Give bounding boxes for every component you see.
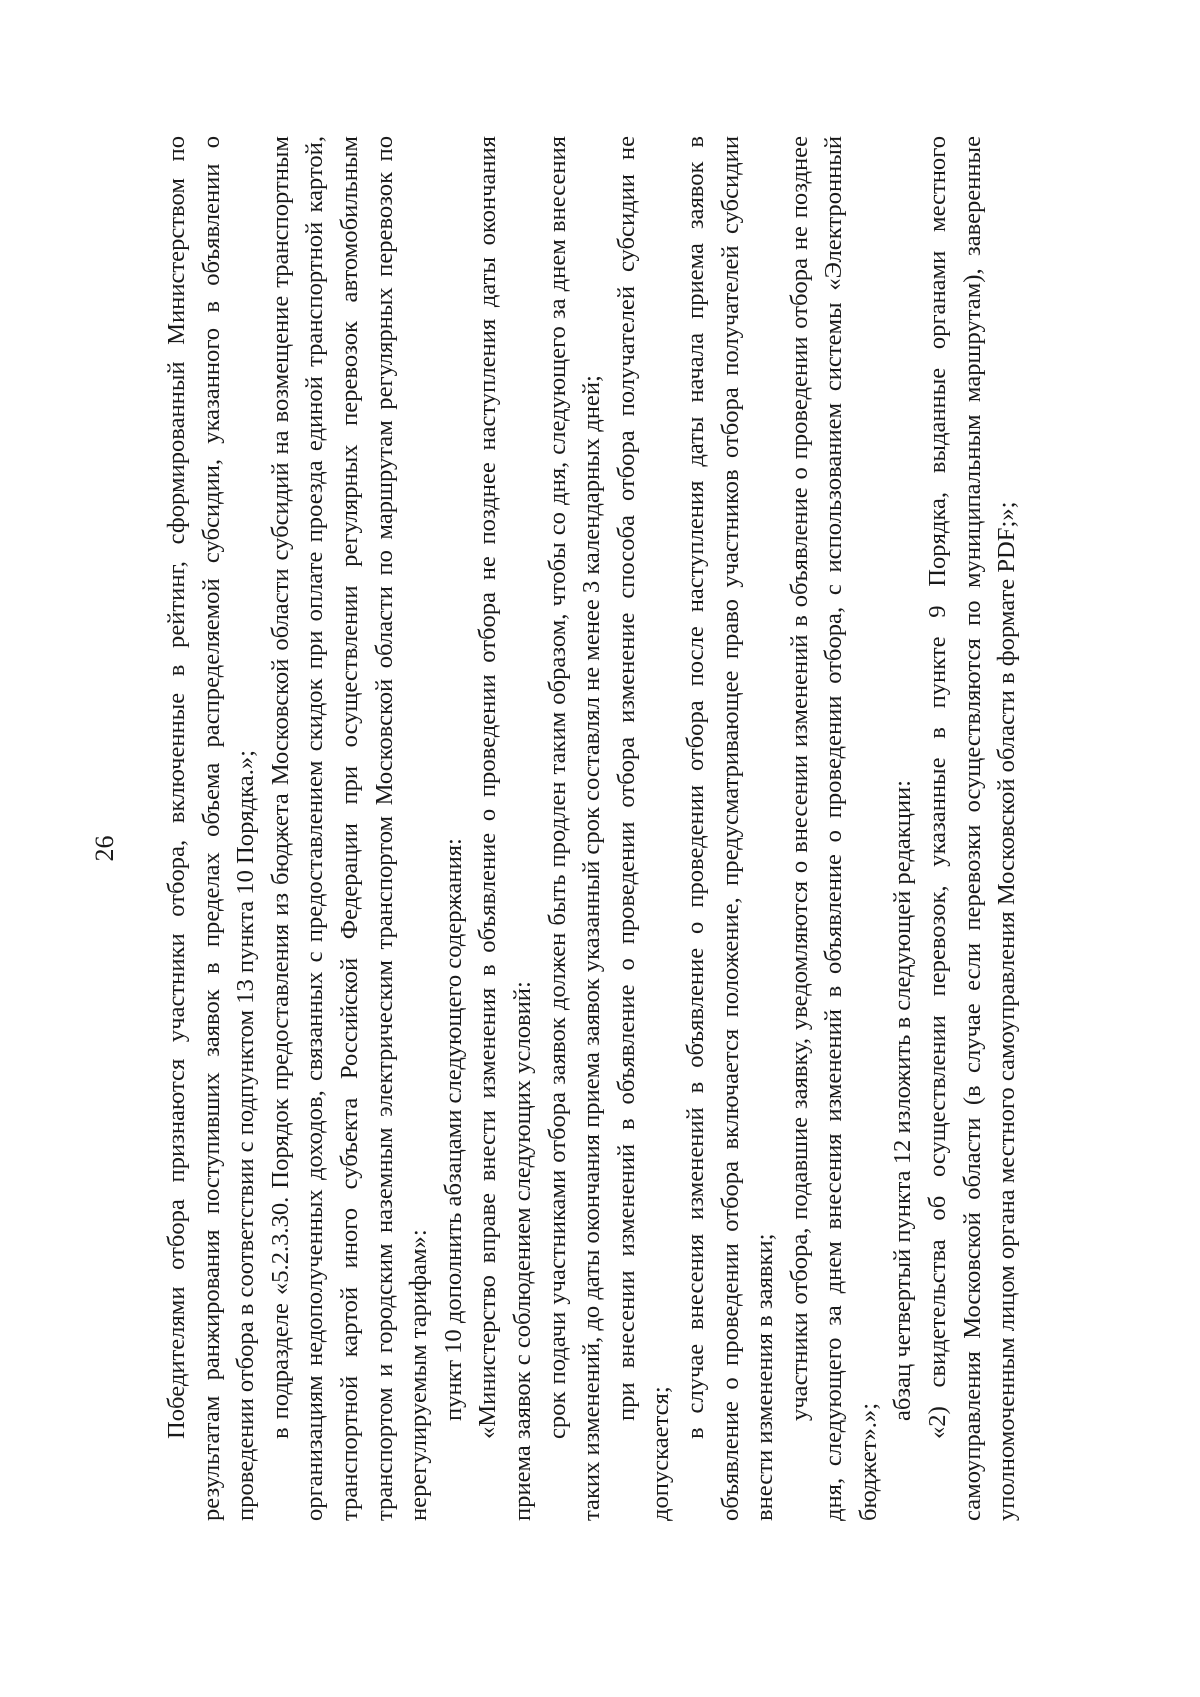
paragraph-method-change: при внесении изменений в объявление о проведении отбора изменение способа отбора получателей субсидии не допускается;	[612, 136, 675, 1521]
paragraph-certificates: «2) свидетельства об осуществлении перевозок, указанные в пункте 9 Порядка, выданные органами местного самоуправления Московской области (в случае если перевозки осуществляются по муниципальным маршрутам), заверенные уполномоченным лицом органа местного самоуправления Московской области в формате PDF;»;	[924, 136, 1021, 1521]
paragraph-winners: Победителями отбора признаются участники отбора, включенные в рейтинг, сформированный Министерством по результатам ранжирования поступивших заявок в пределах объема распределяемой субсидии, указанного в объявлении о проведении отбора в соответствии с подпунктом 13 пункта 10 Порядка.»;	[163, 136, 260, 1521]
page-number: 26	[90, 835, 119, 862]
paragraph-participants-notified: участники отбора, подавшие заявку, уведомляются о внесении изменений в объявление о проведении отбора не позднее дня, следующего за днем внесения изменений в объявление о проведении отбора, с использованием системы «Электронный бюджет».»;	[785, 136, 882, 1521]
paragraph-deadline-extension: срок подачи участниками отбора заявок должен быть продлен таким образом, чтобы со дня, следующего за днем внесения таких изменений, до даты окончания приема заявок указанный срок составлял не менее 3 календарных дней;	[543, 136, 606, 1521]
document-body	[160, 136, 1025, 1521]
paragraph-after-start-date: в случае внесения изменений в объявление о проведении отбора после наступления даты начала приема заявок в объявление о проведении отбора включается положение, предусматривающее право участников отбора получателей субсидии внести изменения в заявки;	[681, 136, 779, 1521]
paragraph-point-12-amend: абзац четвертый пункта 12 изложить в следующей редакции:	[889, 779, 917, 1421]
paragraph-subsection-5-2-3-30: в подразделе «5.2.3.30. Порядок предоставления из бюджета Московской области субсидий на возмещение транспортным организациям недополученных доходов, связанных с предоставлением скидок при оплате проезда единой транспортной картой, транспортной картой иного субъекта Российской Федерации при осуществлении регулярных перевозок автомобильным транспортом и городским наземным электрическим транспортом Московской области по маршрутам регулярных перевозок по нерегулируемым тарифам»:	[266, 136, 433, 1521]
paragraph-ministry-changes: «Министерство вправе внести изменения в объявление о проведении отбора не позднее наступления даты окончания приема заявок с соблюдением следующих условий:	[474, 136, 536, 1521]
paragraph-point-10-amend: пункт 10 дополнить абзацами следующего содержания:	[439, 838, 467, 1421]
